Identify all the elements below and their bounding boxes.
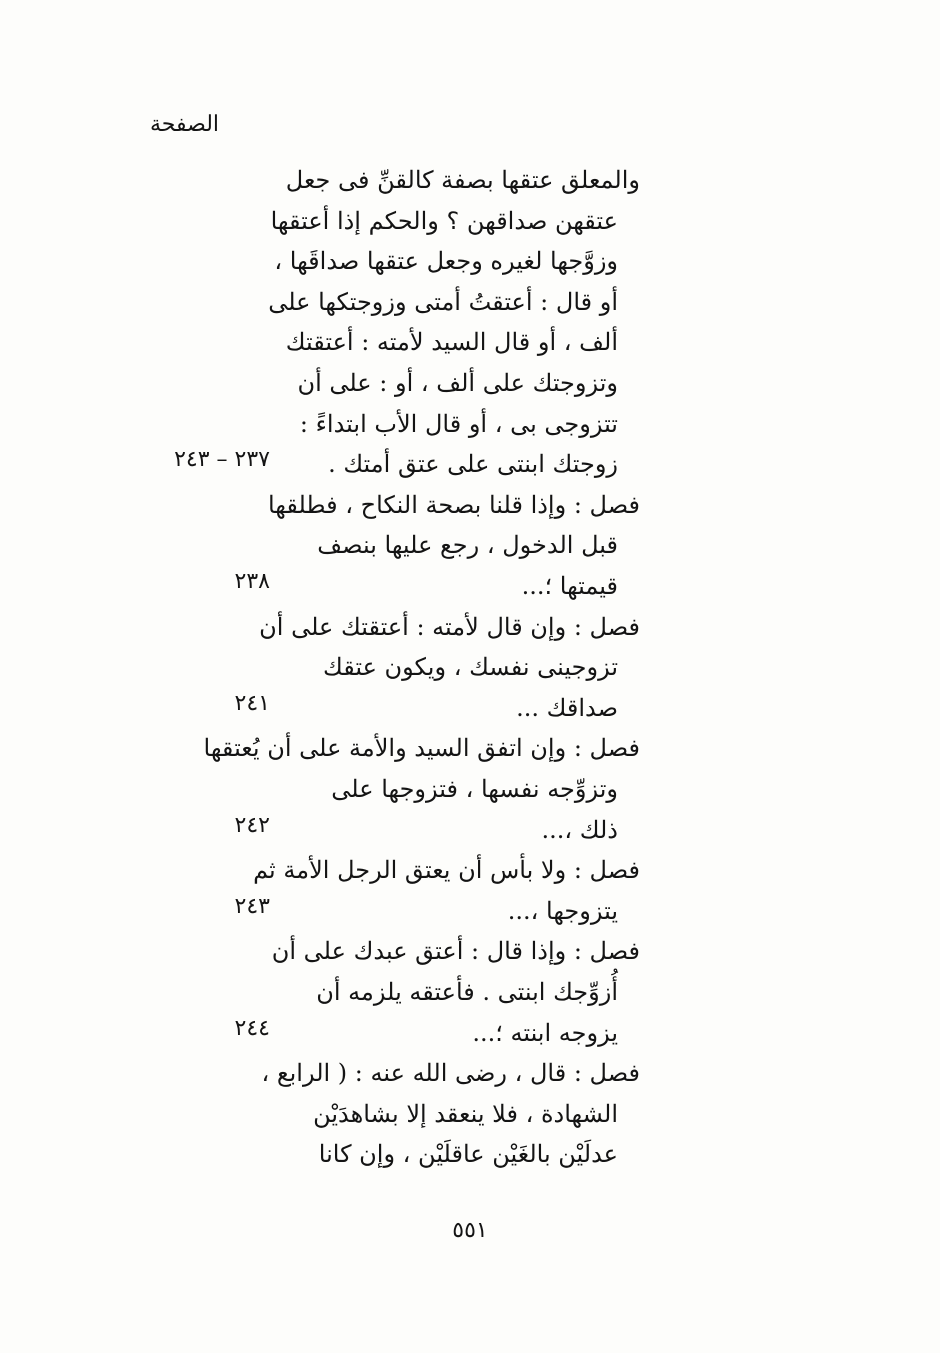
- toc-entry-line: أو قال : أعتقتُ أمتى وزوجتكها على: [268, 288, 618, 316]
- toc-entry-line: فصل : وإن قال لأمته : أعتقتك على أن: [259, 613, 640, 641]
- toc-entry-line: فصل : ولا بأس أن يعتق الرجل الأمة ثم: [253, 856, 640, 884]
- toc-entry-line: عدلَيْن بالغَيْن عاقلَيْن ، وإن كانا: [318, 1140, 618, 1168]
- toc-page-reference: ٢٤١: [234, 691, 270, 716]
- toc-page-reference: ٢٣٧ – ٢٤٣: [174, 447, 270, 472]
- toc-page-reference: ٢٤٤: [234, 1016, 270, 1041]
- toc-entry-line: فصل : وإن اتفق السيد والأمة على أن يُعتقها: [203, 734, 640, 762]
- toc-page-reference: ٢٣٨: [234, 569, 270, 594]
- toc-entry-line: تتزوجى بى ، أو قال الأب ابتداءً :: [299, 410, 618, 438]
- toc-entry-line: الشهادة ، فلا ينعقد إلا بشاهدَيْن: [313, 1100, 618, 1128]
- toc-entry-line: عتقهن صداقهن ؟ والحكم إذا أعتقها: [270, 207, 618, 235]
- toc-entry-line: فصل : قال ، رضى الله عنه : ( الرابع ،: [261, 1059, 640, 1087]
- toc-entry-line: يتزوجها ،...: [507, 897, 618, 925]
- toc-page-reference: ٢٤٢: [234, 813, 270, 838]
- toc-entry-line: أُزوِّجك ابنتى . فأعتقه يلزمه أن: [316, 978, 618, 1006]
- page-number: ٥٥١: [452, 1218, 488, 1243]
- toc-entry-line: وزوَّجها لغيره وجعل عتقها صداقَها ،: [274, 247, 618, 275]
- toc-entry-line: فصل : وإذا قال : أعتق عبدك على أن: [271, 937, 640, 965]
- toc-entry-line: يزوجه ابنته ؛...: [472, 1019, 618, 1047]
- toc-entry-line: تزوجينى نفسك ، ويكون عتقك: [322, 653, 618, 681]
- toc-entry-line: صداقك ...: [516, 694, 618, 722]
- page-column-header: الصفحة: [150, 112, 220, 137]
- toc-entry-line: زوجتك ابنتى على عتق أمتك .: [328, 450, 618, 478]
- toc-entry-line: وتزوِّجه نفسها ، فتزوجها على: [331, 775, 618, 803]
- toc-entry-line: والمعلق عتقها بصفة كالقنِّ فى جعل: [285, 166, 640, 194]
- toc-entry-line: ألف ، أو قال السيد لأمته : أعتقتك: [285, 328, 618, 356]
- toc-page-reference: ٢٤٣: [234, 894, 270, 919]
- toc-entry-line: ذلك ،...: [541, 816, 618, 844]
- toc-entry-line: فصل : وإذا قلنا بصحة النكاح ، فطلقها: [267, 491, 640, 519]
- toc-entry-line: وتزوجتك على ألف ، أو : على أن: [297, 369, 618, 397]
- toc-entry-line: قبل الدخول ، رجع عليها بنصف: [317, 531, 618, 559]
- toc-entry-line: قيمتها ؛...: [521, 572, 618, 600]
